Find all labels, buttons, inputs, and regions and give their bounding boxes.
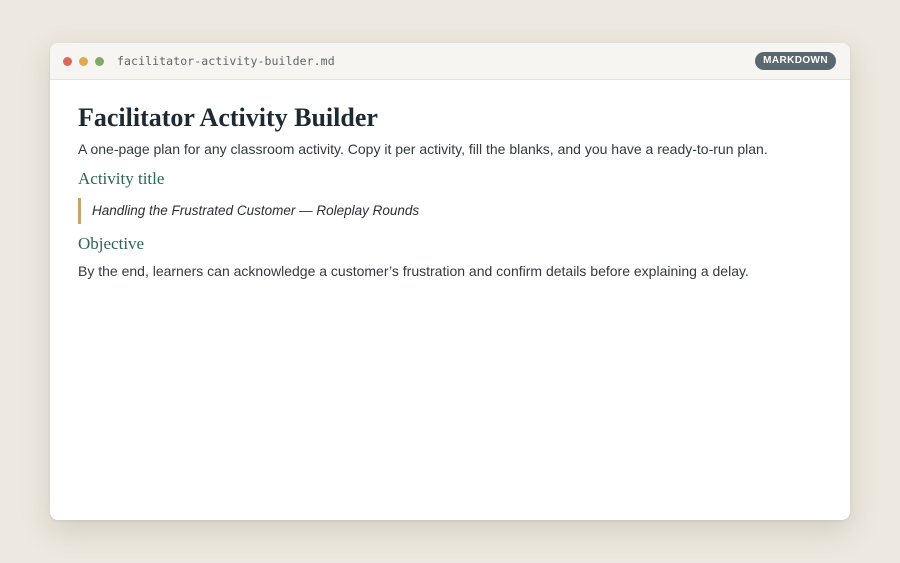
close-window-button[interactable] (63, 57, 72, 66)
file-type-badge: MARKDOWN (755, 52, 836, 70)
document-title: Facilitator Activity Builder (78, 103, 378, 132)
document-intro: A one-page plan for any classroom activity. Copy it per activity, fill the blanks, and you have a ready-to-run plan. (78, 141, 768, 157)
activity-title-quote: Handling the Frustrated Customer — Roleplay Rounds (78, 198, 822, 224)
section-heading-objective: Objective (78, 234, 145, 253)
file-name: facilitator-activity-builder.md (117, 54, 335, 68)
section-heading-activity-title: Activity title (78, 169, 165, 188)
document-body (50, 102, 850, 280)
editor-window (50, 43, 850, 520)
minimize-window-button[interactable] (79, 57, 88, 66)
window-titlebar (50, 43, 850, 80)
window-controls (63, 57, 104, 66)
objective-text: By the end, learners can acknowledge a customer’s frustration and confirm details before explaining a delay. (78, 263, 749, 279)
maximize-window-button[interactable] (95, 57, 104, 66)
